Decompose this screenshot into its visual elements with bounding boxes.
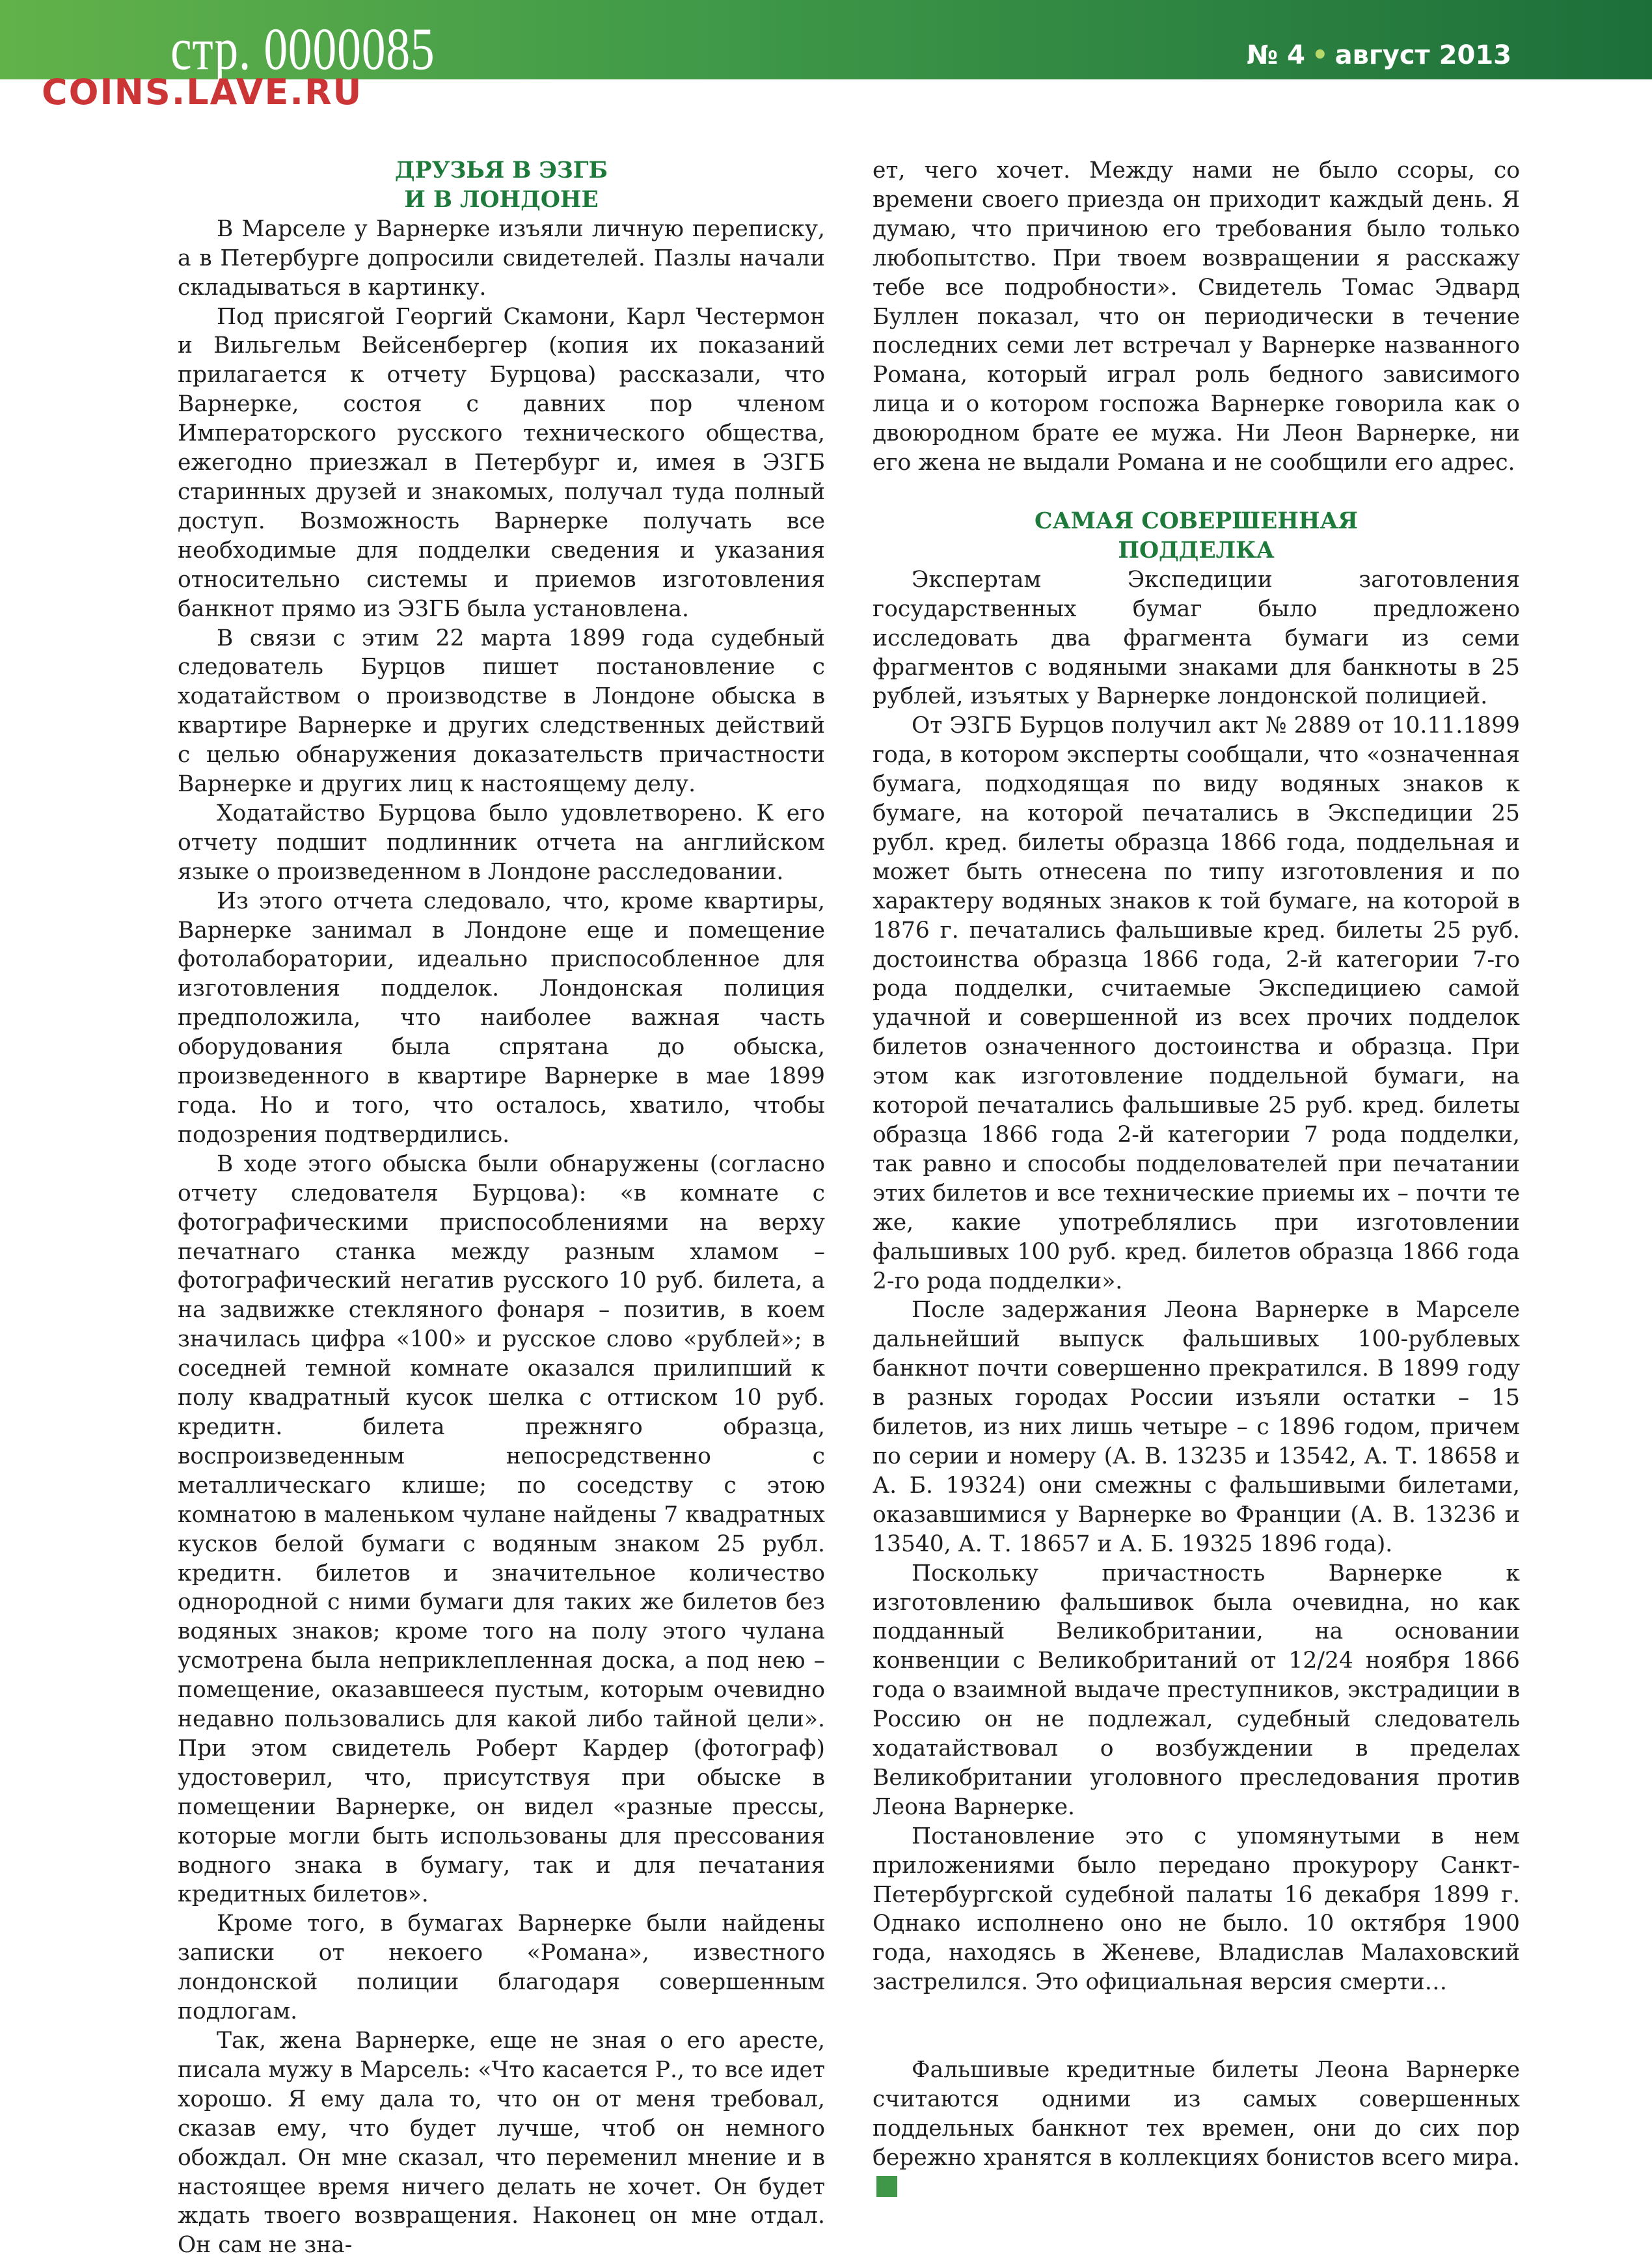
section-heading-friends (178, 156, 825, 215)
paragraph: Поскольку причастность Варнерке к изготовлению фальшивок была очевидна, но как подданный Великобритании, на основании конвенции с Великобританий от 12/24 ноября 1866 года о взаимной выдаче преступников, экстрадиции в Россию он не подлежал, судебный следователь ходатайствовал о возбуждении в пределах Великобритании уголовного преследования против Леона Варнерке. (873, 1560, 1520, 1820)
closing-paragraph (873, 2056, 1520, 2202)
paragraph: Ходатайство Бурцова было удовлетворено. К его отчету подшит подлинник отчета на английском языке о произведенном в Лондоне расследовании. (178, 800, 825, 885)
paragraph: Из этого отчета следовало, что, кроме квартиры, Варнерке занимал в Лондоне еще и помещение фотолаборатории, идеально приспособленное для изготовления подделок. Лондонская полиция предположила, что наиболее важная часть оборудования была спрятана до обыска, произведенного в квартире Варнерке в мае 1899 года. Но и того, что осталось, хватило, чтобы подозрения подтвердились. (178, 888, 825, 1148)
spacer (873, 478, 1520, 507)
end-of-article-icon (876, 2176, 897, 2197)
bullet-icon: • (1311, 40, 1329, 70)
right-column (873, 156, 1520, 2202)
watermark: COINS.LAVE.RU (42, 72, 363, 113)
heading-line: САМАЯ СОВЕРШЕННАЯ (1035, 508, 1358, 534)
closing-text: Фальшивые кредитные билеты Леона Варнерке считаются одними из самых совершенных поддельных банкнот тех времен, они до сих пор бережно хранятся в коллекциях бонистов всего мира. (873, 2057, 1520, 2171)
paragraph: Экспертам Экспедиции заготовления государственных бумаг было предложено исследовать два фрагмента бумаги из семи фрагментов с водяными знаками для банкноты в 25 рублей, изъятых у Варнерке лондонской полицией. (873, 566, 1520, 710)
heading-line: ДРУЗЬЯ В ЭЗГБ (394, 157, 608, 184)
section-heading-perfect-forgery (873, 507, 1520, 565)
heading-line: ПОДДЕЛКА (1118, 537, 1275, 564)
paragraph: Так, жена Варнерке, еще не зная о его аресте, писала мужу в Марсель: «Что касается Р., то все идет хорошо. Я ему дала то, что он от меня требовал, сказав ему, что будет лучше, чтоб он немного обождал. Он мне сказал, что переменил мнение и в настоящее время ничего делать не хочет. Он будет ждать твоего возвращения. Наконец он мне отдал. Он сам не зна- (178, 2028, 825, 2259)
issue-label (1247, 40, 1511, 70)
paragraph: Под присягой Георгий Скамони, Карл Честермон и Вильгельм Вейсенбергер (копия их показаний прилагается к отчету Бурцова) рассказали, что Варнерке, состоя с давних пор членом Императорского русского технического общества, ежегодно приезжал в Петербург и, имея в ЭЗГБ старинных друзей и знакомых, получал туда полный доступ. Возможность Варнерке получать все необходимые для подделки сведения и указания относительно системы и приемов изготовления банкнот прямо из ЭЗГБ была установлена. (178, 303, 825, 622)
page-stamp: стр. 0000085 (170, 16, 435, 82)
issue-number: № 4 (1247, 40, 1305, 70)
paragraph: ет, чего хочет. Между нами не было ссоры, со времени своего приезда он приходит каждый день. Я думаю, что причиною его требования было только любопытство. При твоем возвращении я расскажу тебе все подробности». Свидетель Томас Эдвард Буллен показал, что он периодически в течение последних семи лет встречал у Варнерке названного Романа, который играл роль бедного зависимого лица и о котором госпожа Варнерке говорила как о двоюродном брате ее мужа. Ни Леон Варнерке, ни его жена не выдали Романа и не сообщили его адрес. (873, 157, 1520, 476)
paragraph: После задержания Леона Варнерке в Марселе дальнейший выпуск фальшивых 100-рублевых банкнот почти совершенно прекратился. В 1899 году в разных городах России изъяли остатки – 15 билетов, из них лишь четыре – с 1896 годом, причем по серии и номеру (А. В. 13235 и 13542, А. Т. 18658 и А. Б. 19324) они смежны с фальшивыми билетами, оказавшимися у Варнерке во Франции (А. В. 13236 и 13540, А. Т. 18657 и А. Б. 19325 1896 года). (873, 1297, 1520, 1557)
paragraph: Постановление это с упомянутыми в нем приложениями было передано прокурору Санкт-Петербургской судебной палаты 16 декабря 1899 г. Однако исполнено оно не было. 10 октября 1900 года, находясь в Женеве, Владислав Малаховский застрелился. Это официальная версия смерти… (873, 1823, 1520, 1996)
paragraph: Кроме того, в бумагах Варнерке были найдены записки от некоего «Романа», известного лондонской полиции благодаря совершенным подлогам. (178, 1911, 825, 2025)
paragraph: В связи с этим 22 марта 1899 года судебный следователь Бурцов пишет постановление с ходатайством о производстве в Лондоне обыска в квартире Варнерке и других следственных действий с целью обнаружения доказательств причастности Варнерке и других лиц к настоящему делу. (178, 625, 825, 798)
issue-date: август 2013 (1334, 40, 1511, 70)
paragraph: От ЭЗГБ Бурцов получил акт № 2889 от 10.11.1899 года, в котором эксперты сообщали, что «означенная бумага, подходящая по виду водяных знаков к бумаге, на которой печатались в Экспедиции 25 рубл. кред. билеты образца 1866 года, поддельная и может быть отнесена по типу изготовления и по характеру водяных знаков к той бумаге, на которой в 1876 г. печатались фальшивые кред. билеты 25 руб. достоинства образца 1866 года, 2-й категории 7-го рода подделки, считаемые Экспедициею самой удачной и совершенной из всех прочих подделок билетов означенного достоинства и образца. При этом как изготовление поддельной бумаги, на которой печатались фальшивые 25 руб. кред. билеты образца 1866 года 2-й категории 7 рода подделки, так равно и способы подделователей при печатании этих билетов и все технические приемы их – почти те же, какие употреблялись при изготовлении фальшивых 100 руб. кред. билетов образца 1866 года 2-го рода подделки». (873, 713, 1520, 1294)
heading-line: И В ЛОНДОНЕ (404, 186, 599, 213)
paragraph: В ходе этого обыска были обнаружены (согласно отчету следователя Бурцова): «в комнате с фотографическими приспособлениями на верху печатнаго станка между разным хламом – фотографический негатив русского 10 руб. билета, а на задвижке стекляного фонаря – позитив, в коем значилась цифра «100» и русское слово «рублей»; в соседней темной комнате оказался прилипший к полу квадратный кусок шелка с оттиском 10 руб. кредитн. билета прежняго образца, воспроизведенным непосредственно с металлическаго клише; по соседству с этою комнатою в маленьком чулане найдены 7 квадратных кусков белой бумаги с водяным знаком 25 рубл. кредитн. билетов и значительное количество однородной с ними бумаги для таких же билетов без водяных знаков; кроме того на полу этого чулана усмотрена была неприклепленная доска, а под нею – помещение, оказавшееся пустым, которым очевидно недавно пользовались для какой либо тайной цели». При этом свидетель Роберт Кардер (фотограф) удостоверил, что, присутствуя при обыске в помещении Варнерке, он видел «разные прессы, которые могли быть использованы для прессования водного знака в бумагу, так и для печатания кредитных билетов». (178, 1150, 825, 1908)
left-column (178, 156, 825, 2260)
spacer (873, 1997, 1520, 2056)
paragraph: В Марселе у Варнерке изъяли личную переписку, а в Петербурге допросили свидетелей. Пазлы начали складываться в картинку. (178, 215, 825, 301)
